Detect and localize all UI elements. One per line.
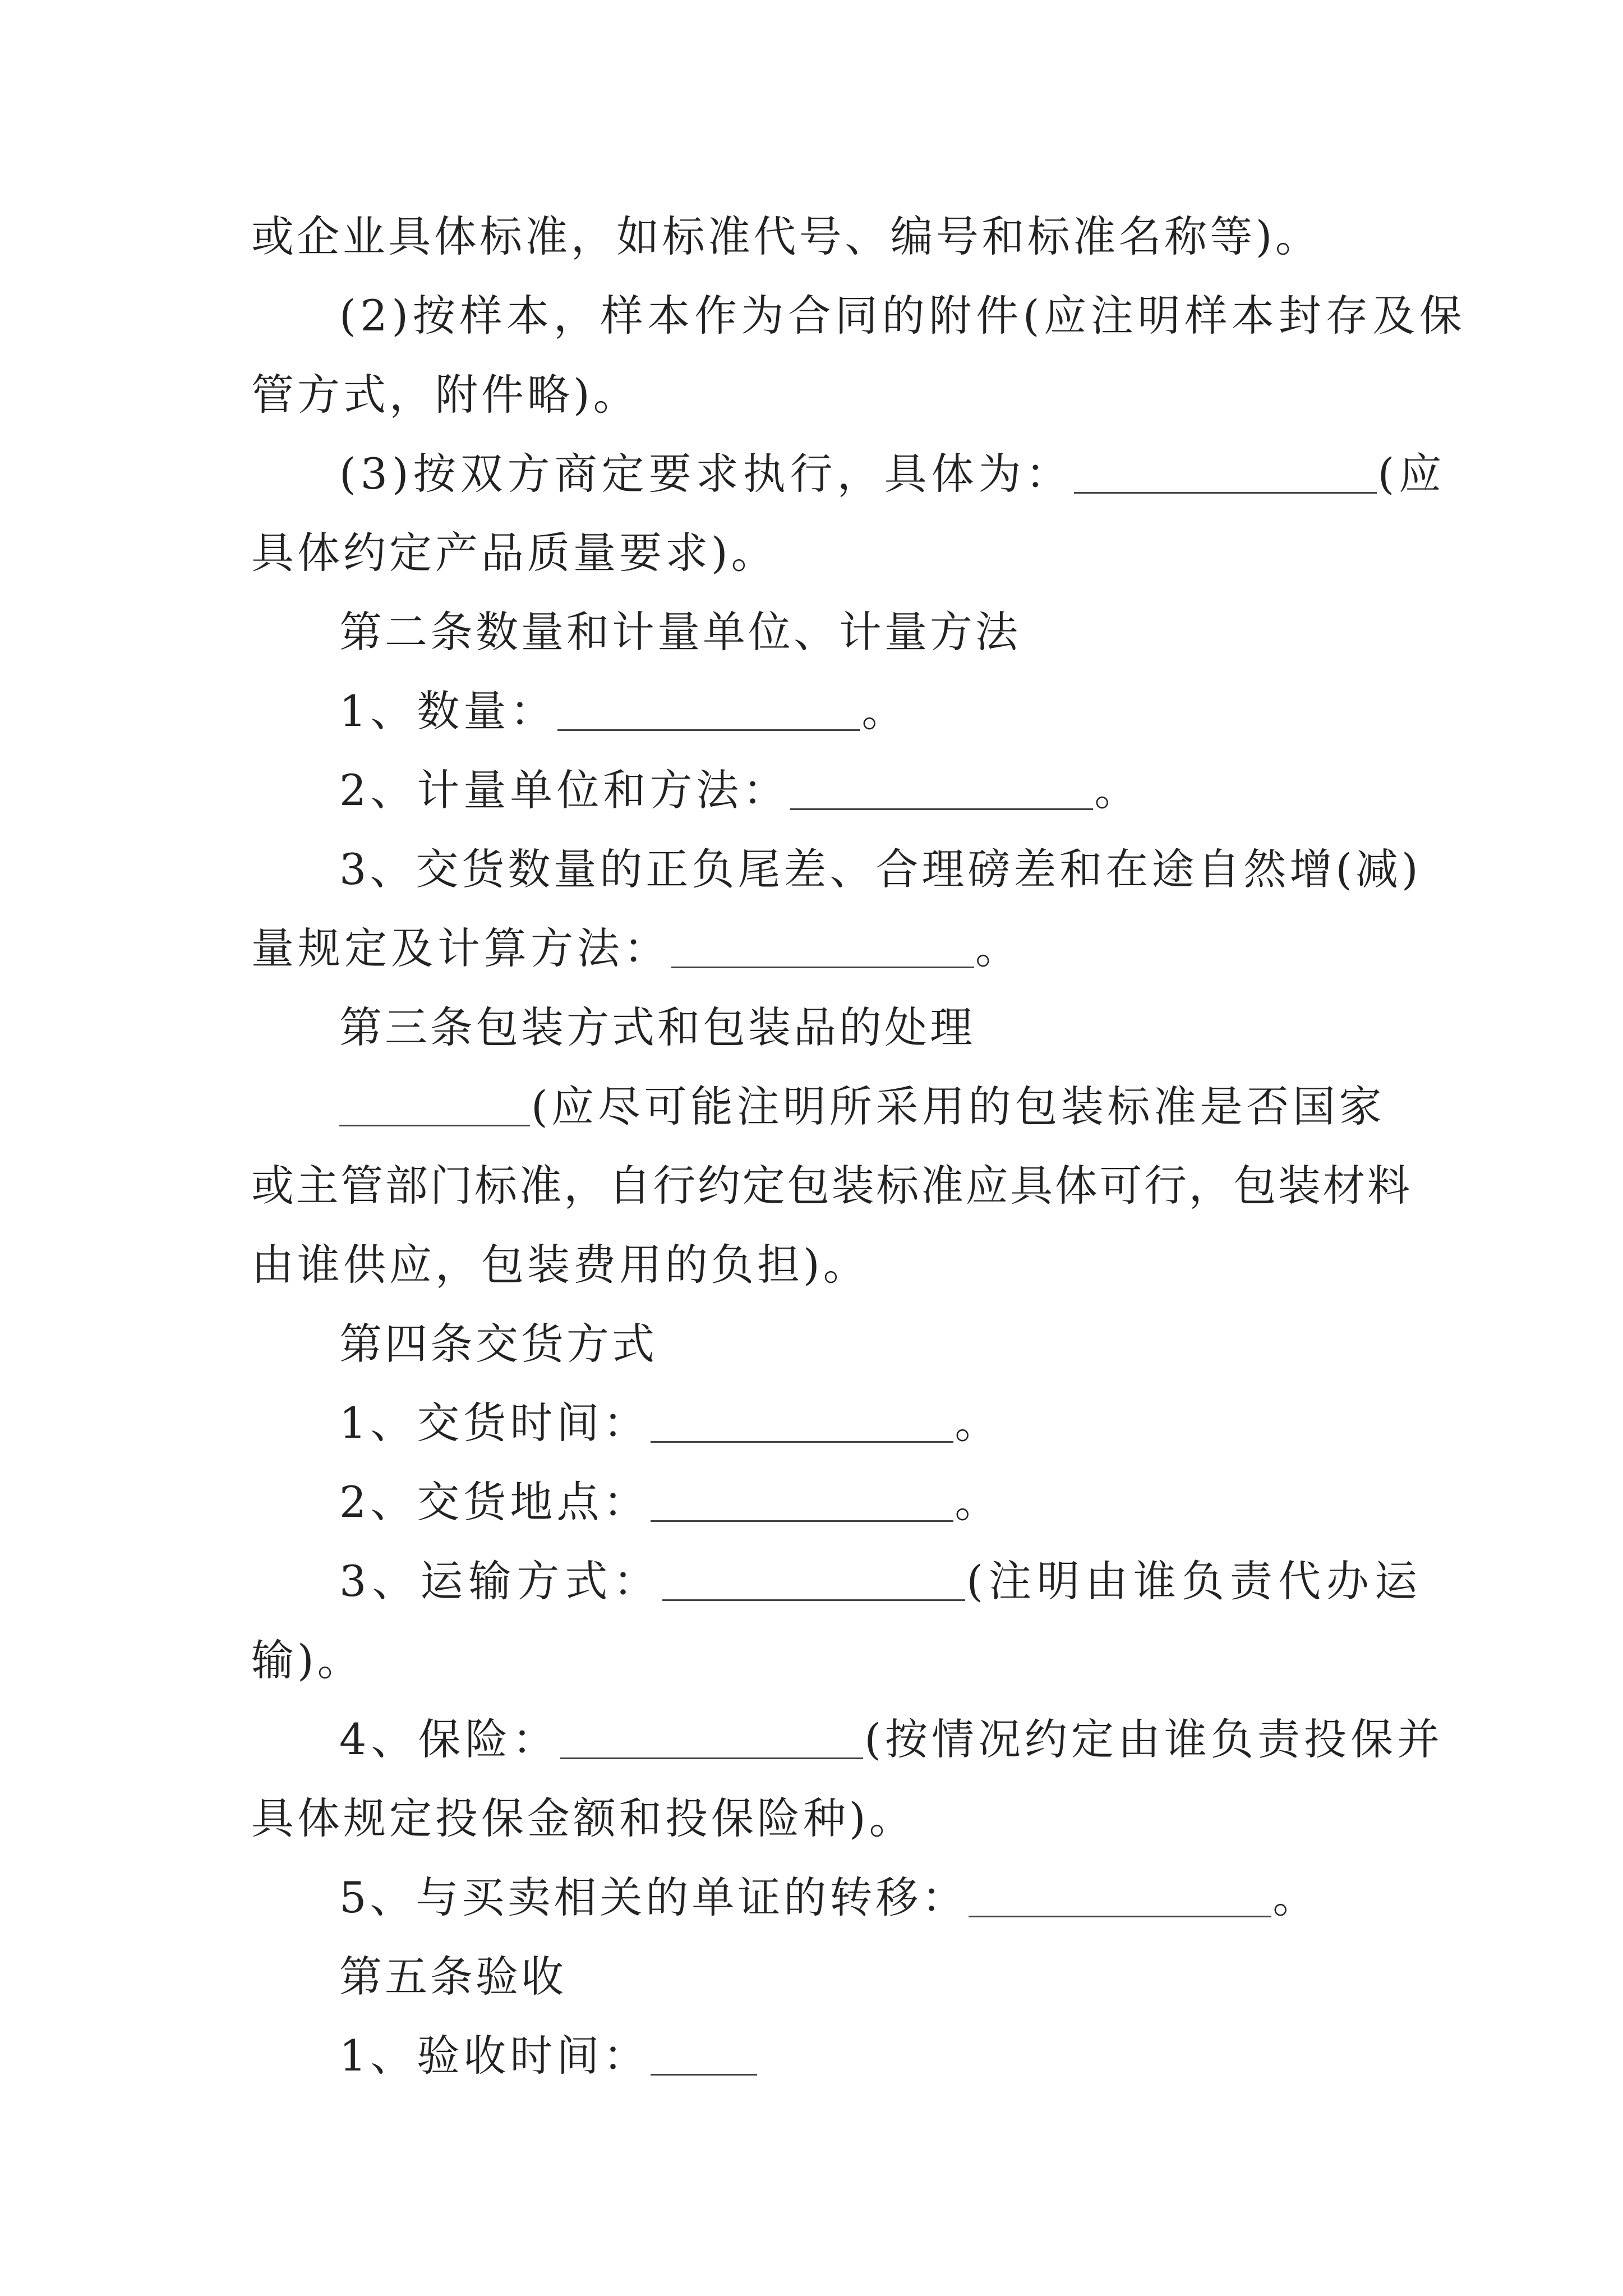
line-text: 。: [955, 1398, 998, 1448]
heading-text: 第五条验收: [339, 1952, 566, 2001]
text-line: [0, 361, 1623, 429]
line-text: 。: [955, 1477, 998, 1527]
section-heading: [0, 994, 1623, 1061]
text-line: [0, 282, 1623, 349]
fill-in-blank[interactable]: [1074, 440, 1377, 494]
fill-in-blank[interactable]: [671, 915, 974, 968]
fill-in-blank[interactable]: [969, 1864, 1271, 1917]
fill-in-blank[interactable]: [557, 678, 860, 731]
line-text: 管方式，附件略)。: [251, 370, 639, 420]
fill-in-blank[interactable]: [651, 2022, 757, 2076]
line-text: 。: [975, 923, 1018, 973]
line-text: (按情况约定由谁负责投保并: [864, 1714, 1444, 1764]
text-line: [0, 519, 1623, 587]
fill-in-blank[interactable]: [560, 1706, 863, 1759]
section-heading: [0, 1943, 1623, 2010]
text-line: [0, 1073, 1623, 1140]
line-text: 。: [861, 686, 905, 736]
heading-text: 第三条包装方式和包装品的处理: [339, 1002, 975, 1052]
text-line: [0, 1152, 1623, 1220]
line-text: 1、交货时间：: [339, 1398, 650, 1448]
fill-in-blank[interactable]: [651, 1389, 953, 1443]
fill-in-blank[interactable]: [339, 1073, 530, 1126]
line-text: 1、验收时间：: [339, 2031, 650, 2081]
text-line: [0, 678, 1623, 745]
text-line: [0, 1864, 1623, 1931]
line-text: (3)按双方商定要求执行，具体为：: [339, 449, 1073, 499]
line-text: 具体约定产品质量要求)。: [251, 528, 777, 578]
fill-in-blank[interactable]: [790, 757, 1093, 810]
section-heading: [0, 599, 1623, 666]
text-line: [0, 203, 1623, 270]
line-text: (注明由谁负责代办运: [966, 1556, 1423, 1606]
text-line: [0, 1231, 1623, 1299]
text-line: [0, 1389, 1623, 1457]
line-text: 。: [1272, 1872, 1316, 1922]
line-text: 3、运输方式：: [339, 1556, 662, 1606]
line-text: 量规定及计算方法：: [251, 923, 670, 973]
line-text: (2)按样本，样本作为合同的附件(应注明样本封存及保: [339, 291, 1467, 341]
text-line: [0, 1706, 1623, 1773]
text-line: [0, 757, 1623, 824]
fill-in-blank[interactable]: [651, 1469, 953, 1522]
line-text: 或企业具体标准，如标准代号、编号和标准名称等)。: [251, 211, 1321, 261]
text-line: [0, 1785, 1623, 1852]
text-line: [0, 836, 1623, 903]
line-text: 5、与买卖相关的单证的转移：: [339, 1872, 968, 1922]
line-text: 或主管部门标准，自行约定包装标准应具体可行，包装材料: [251, 1161, 1412, 1211]
line-text: 2、计量单位和方法：: [339, 765, 790, 815]
line-text: 4、保险：: [339, 1714, 560, 1764]
text-line: [0, 1548, 1623, 1615]
line-text: (应: [1377, 449, 1446, 499]
line-text: 输)。: [251, 1635, 363, 1685]
section-heading: [0, 1310, 1623, 1378]
line-text: 3、交货数量的正负尾差、合理磅差和在途自然增(减): [339, 844, 1422, 894]
line-text: 由谁供应，包装费用的负担)。: [251, 1240, 869, 1290]
text-line: [0, 440, 1623, 508]
line-text: 2、交货地点：: [339, 1477, 650, 1527]
text-line: [0, 2022, 1623, 2090]
line-text: 。: [1094, 765, 1137, 815]
text-line: [0, 915, 1623, 982]
fill-in-blank[interactable]: [662, 1548, 965, 1601]
heading-text: 第二条数量和计量单位、计量方法: [339, 607, 1021, 657]
line-text: 具体规定投保金额和投保险种)。: [251, 1793, 915, 1843]
line-text: 1、数量：: [339, 686, 557, 736]
line-text: (应尽可能注明所采用的包装标准是否国家: [531, 1082, 1386, 1131]
text-line: [0, 1469, 1623, 1536]
heading-text: 第四条交货方式: [339, 1319, 657, 1369]
text-line: [0, 1627, 1623, 1694]
